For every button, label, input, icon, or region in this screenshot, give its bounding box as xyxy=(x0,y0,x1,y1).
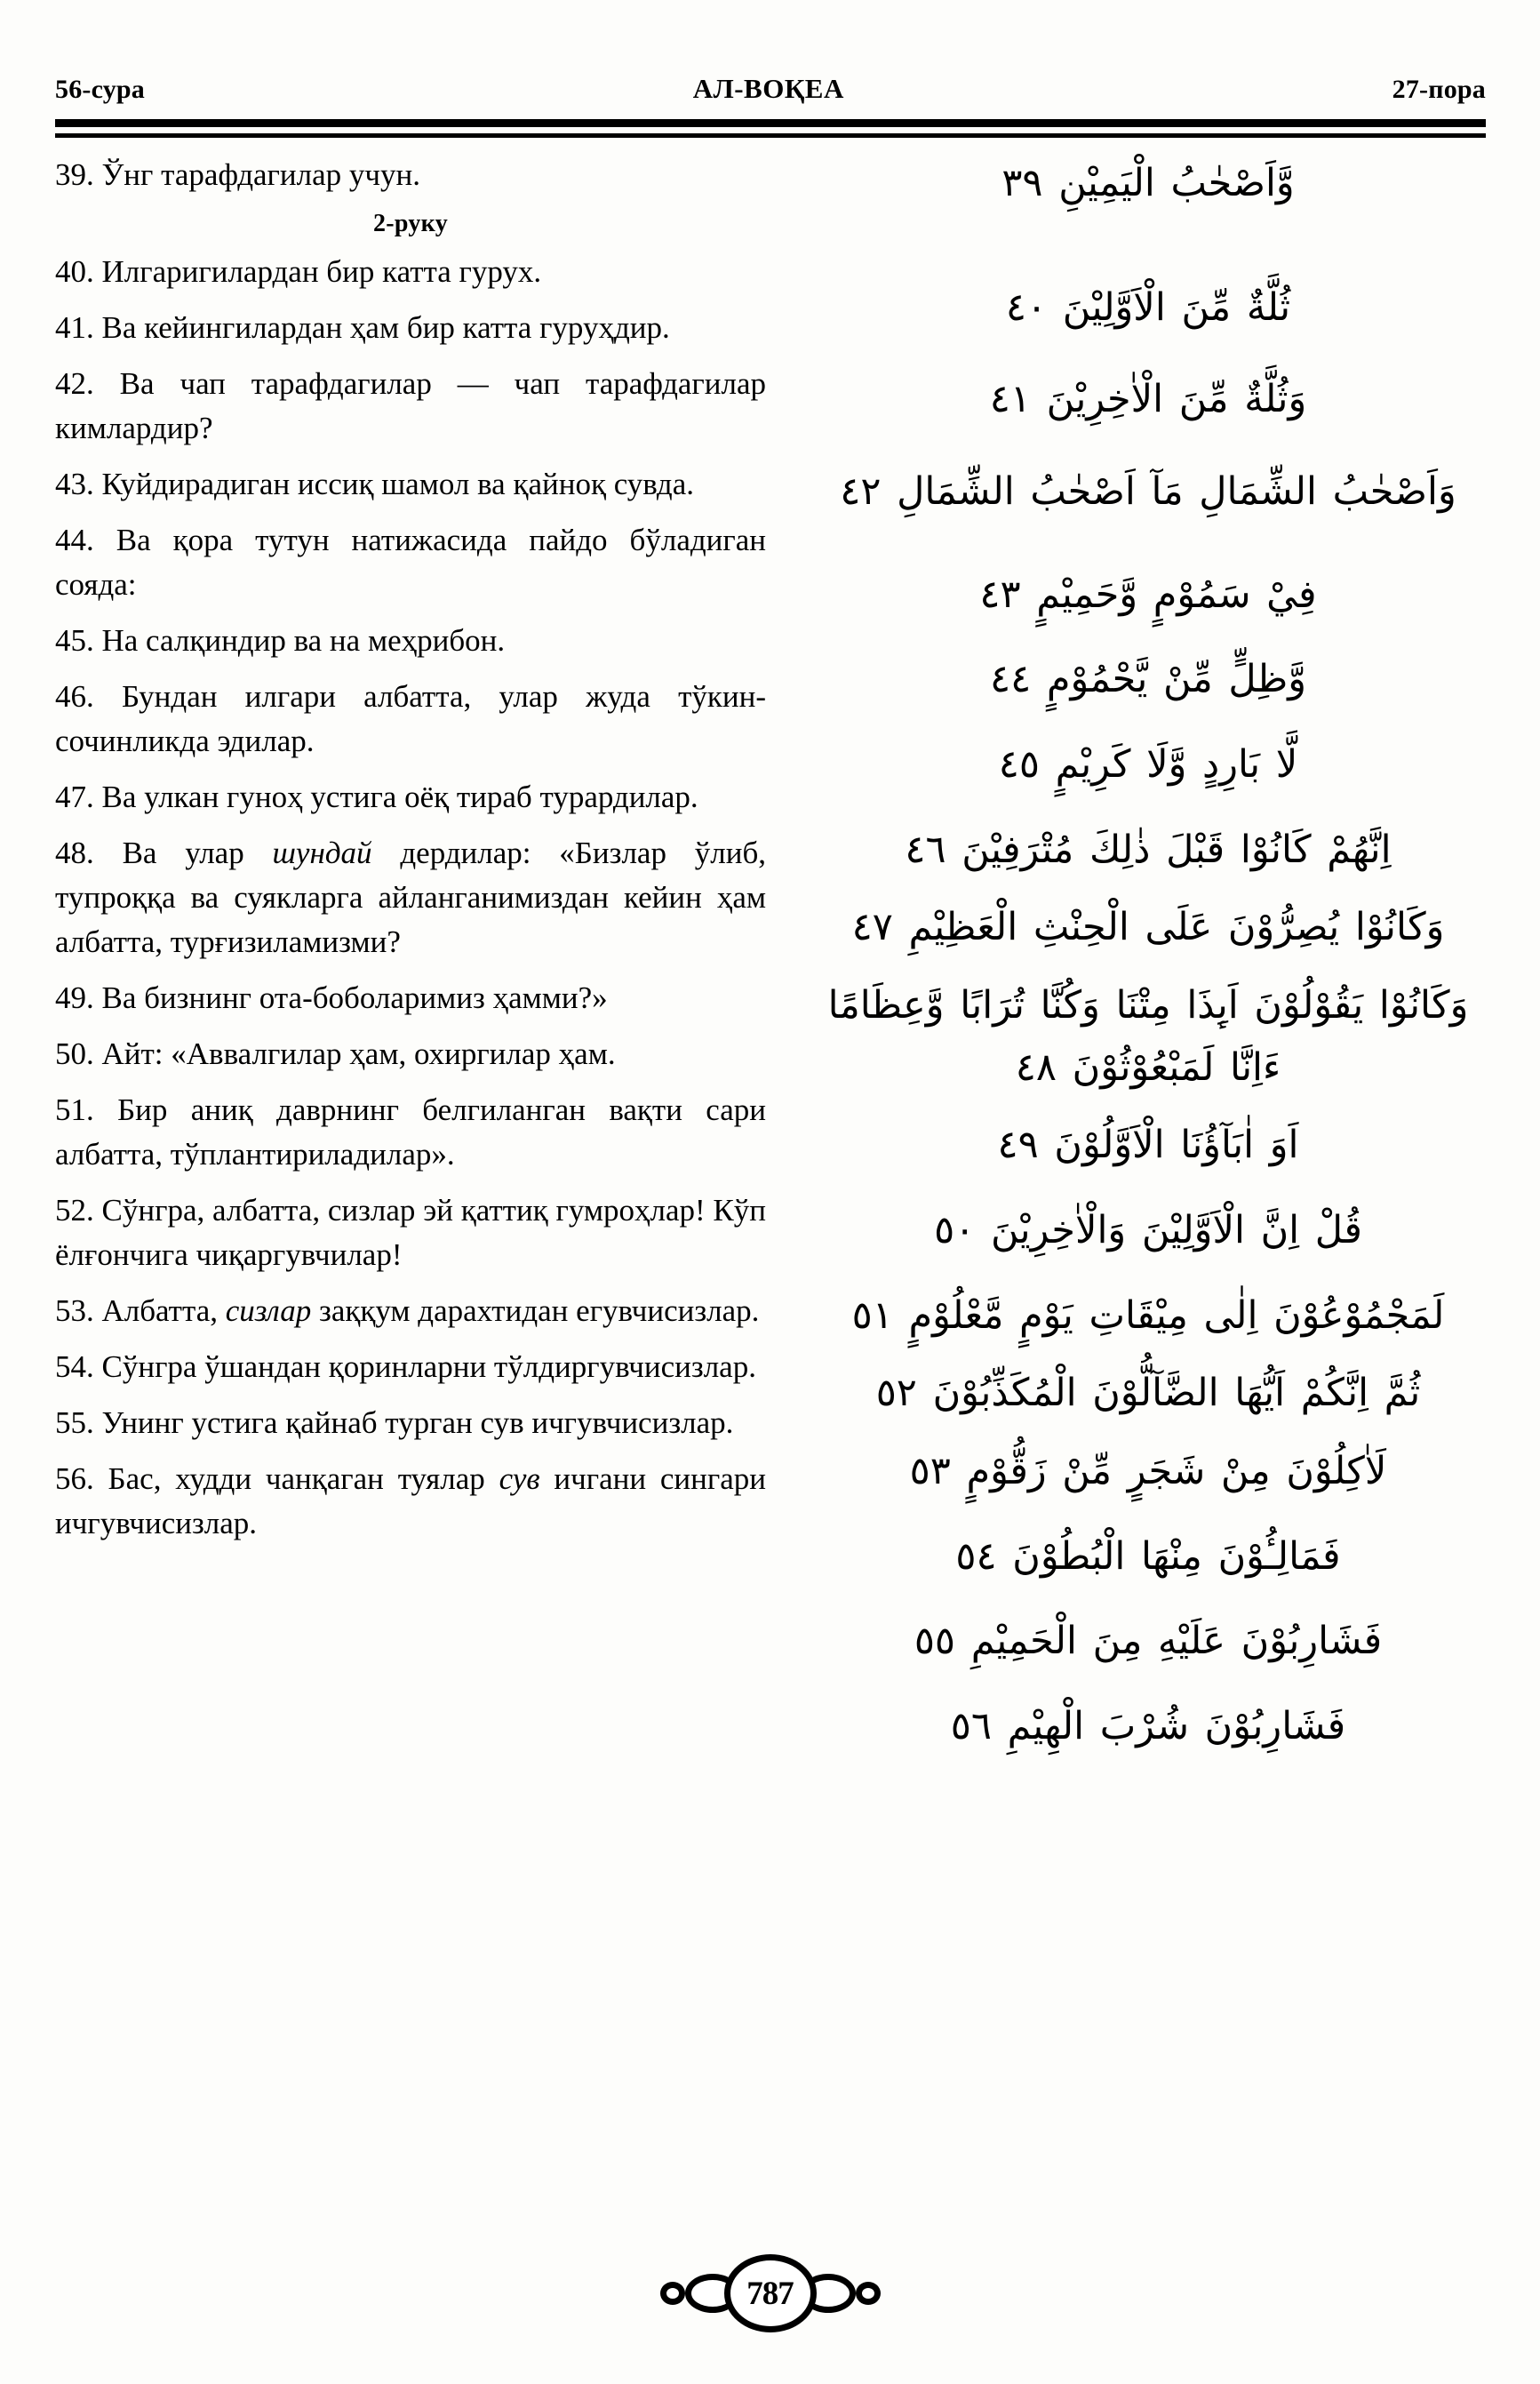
verse-text: На салқиндир ва на меҳрибон. xyxy=(101,623,506,658)
verse-number: 53. xyxy=(55,1293,94,1328)
verse-54 xyxy=(55,1345,766,1389)
verse-number: 49. xyxy=(55,980,94,1015)
page-number-cartouche-ornament xyxy=(655,2252,886,2334)
arabic-verse-marker: ٤٥ xyxy=(998,741,1040,787)
arabic-verse-marker: ٤٢ xyxy=(840,468,882,514)
header-rule-thick xyxy=(55,119,1486,127)
arabic-text: فَشَارِبُوْنَ شُرْبَ الْهِيْمِ xyxy=(1007,1703,1346,1748)
running-header xyxy=(55,64,1486,114)
ruku-heading: 2-руку xyxy=(372,210,449,237)
verse-53 xyxy=(55,1289,766,1333)
verse-text: Бир аниқ даврнинг белгиланган вақти сари албатта, тўплантириладилар». xyxy=(55,1092,766,1172)
arabic-verse-marker: ٥٠ xyxy=(934,1207,976,1252)
arabic-verse-42 xyxy=(810,461,1486,524)
arabic-verse-marker: ٤٨ xyxy=(1015,1044,1057,1090)
verse-52 xyxy=(55,1188,766,1277)
arabic-verse-marker: ٥٥ xyxy=(914,1619,956,1664)
verse-text: Сўнгра ўшандан қоринларни тўлдиргувчисизлар. xyxy=(101,1349,756,1384)
arabic-verse-marker: ٥١ xyxy=(851,1292,893,1338)
verse-44 xyxy=(55,518,766,607)
arabic-verse-48 xyxy=(810,975,1486,1099)
page-body xyxy=(55,153,1486,2180)
arabic-text: وَّاَصْحٰبُ الْيَمِيْنِ xyxy=(1058,161,1295,205)
arabic-text: وَثُلَّةٌ مِّنَ الْاٰخِرِيْنَ xyxy=(1046,377,1307,422)
verse-text: Ўнг тарафдагилар учун. xyxy=(101,157,420,192)
arabic-verse-marker: ٤٠ xyxy=(1005,284,1048,330)
verse-text: дердилар: «Бизлар ўлиб, тупроққа ва суякларга айланганимиздан кейин ҳам албатта, турғизиламизми? xyxy=(55,836,767,959)
verse-number: 45. xyxy=(55,623,94,658)
verse-text: Илгаригилардан бир катта гурух. xyxy=(101,254,542,289)
arabic-verse-marker: ٤٣ xyxy=(979,572,1021,617)
verse-number: 41. xyxy=(55,310,94,345)
arabic-text: فَمَالِـُٔوْنَ مِنْهَا الْبُطُوْنَ xyxy=(1012,1533,1341,1579)
arabic-text: لَاٰكِلُوْنَ مِنْ شَجَرٍ مِّنْ زَقُّوْمٍ xyxy=(966,1448,1387,1493)
arabic-verse-54 xyxy=(810,1526,1486,1588)
arabic-verse-47 xyxy=(810,897,1486,959)
arabic-text: فِيْ سَمُوْمٍ وَّحَمِيْمٍ xyxy=(1036,572,1317,617)
verse-text: Бундан илгари албатта, улар жуда тўкин-сочинликда эдилар. xyxy=(55,679,767,758)
verse-number: 42. xyxy=(55,366,94,401)
verse-text: Ва қора тутун натижасида пайдо бўладиган сояда: xyxy=(55,523,767,602)
arabic-text: قُلْ اِنَّ الْاَوَّلِيْنَ وَالْاٰخِرِيْنَ xyxy=(990,1207,1362,1252)
verse-number: 54. xyxy=(55,1349,94,1384)
verse-text: Ва кейингилардан ҳам бир катта гуруҳдир. xyxy=(101,310,670,345)
arabic-verse-39 xyxy=(810,153,1486,215)
verse-text: Унинг устига қайнаб турган сув ичгувчисизлар. xyxy=(101,1405,734,1440)
arabic-verse-41 xyxy=(810,369,1486,431)
arabic-text: ثُلَّةٌ مِّنَ الْاَوَّلِيْنَ xyxy=(1062,284,1291,330)
page-footer xyxy=(0,2240,1540,2347)
arabic-verse-marker: ٤٦ xyxy=(905,827,946,872)
cartouche-tip-left xyxy=(660,2282,685,2305)
header-sura-title: АЛ-ВОҚЕА xyxy=(692,73,844,104)
verse-text-pre: Бас, худди чанқаган туялар xyxy=(108,1461,499,1496)
arabic-text: فَشَارِبُوْنَ عَلَيْهِ مِنَ الْحَمِيْمِ xyxy=(970,1619,1383,1664)
arabic-verse-marker: ٤١ xyxy=(989,377,1031,422)
arabic-verse-46 xyxy=(810,820,1486,882)
verse-49 xyxy=(55,976,766,1020)
arabic-text: وَّظِلٍّ مِّنْ يَّحْمُوْمٍ xyxy=(1046,657,1306,702)
arabic-verse-marker: ٥٢ xyxy=(875,1371,917,1416)
translation-column xyxy=(55,153,766,1557)
arabic-text: لَّا بَارِدٍ وَّلَا كَرِيْمٍ xyxy=(1055,741,1298,787)
arabic-verse-marker: ٥٦ xyxy=(950,1703,992,1748)
verse-number: 46. xyxy=(55,679,94,714)
verse-text: Ва улкан гуноҳ устига оёқ тираб турардилар. xyxy=(101,780,698,814)
arabic-column xyxy=(810,153,1486,1768)
verse-41 xyxy=(55,306,766,350)
arabic-text: اِنَّهُمْ كَانُوْا قَبْلَ ذٰلِكَ مُتْرَفِيْنَ xyxy=(962,827,1392,872)
verse-text-pre: Албатта, xyxy=(101,1293,226,1328)
arabic-text: ثُمَّ اِنَّكُمْ اَيُّهَا الضَّآلُّوْنَ الْمُكَذِّبُوْنَ xyxy=(932,1371,1421,1416)
verse-number: 47. xyxy=(55,780,94,814)
header-rule-thin xyxy=(55,133,1486,138)
arabic-text: وَكَانُوْا يَقُوْلُوْنَ اَىِٕذَا مِتْنَا وَكُنَّا تُرَابًا وَّعِظَامًا ءَاِنَّا لَمَبْعُوْثُوْنَ xyxy=(827,982,1469,1090)
verse-number: 44. xyxy=(55,523,94,557)
verse-text: заққум дарахтидан егувчисизлар. xyxy=(311,1293,760,1328)
verse-number: 39. xyxy=(55,157,94,192)
arabic-verse-marker: ٤٩ xyxy=(997,1123,1039,1168)
arabic-text: وَكَانُوْا يُصِرُّوْنَ عَلَى الْحِنْثِ الْعَظِيْمِ xyxy=(908,905,1445,950)
verse-39 xyxy=(55,153,766,197)
page-number: 787 xyxy=(746,2275,794,2312)
arabic-verse-51 xyxy=(810,1285,1486,1348)
verse-text: Ва бизнинг ота-боболаримиз ҳамми?» xyxy=(101,980,608,1015)
verse-text: ичгани сингари ичгувчисизлар. xyxy=(55,1461,766,1540)
arabic-text: وَاَصْحٰبُ الشِّمَالِ مَآ اَصْحٰبُ الشِّمَالِ xyxy=(897,468,1456,514)
verse-text-pre: Ва улар xyxy=(122,836,273,870)
header-juz-label: 27-пора xyxy=(1392,75,1486,104)
cartouche-tip-right xyxy=(856,2282,881,2305)
verse-40 xyxy=(55,250,766,294)
verse-42 xyxy=(55,362,766,451)
verse-50 xyxy=(55,1032,766,1076)
arabic-text: اَوَ اٰبَآؤُنَا الْاَوَّلُوْنَ xyxy=(1054,1123,1299,1168)
verse-text: Сўнгра, албатта, сизлар эй қаттиқ гумроҳлар! Кўп ёлғончига чиқаргувчилар! xyxy=(55,1193,767,1272)
verse-56 xyxy=(55,1457,766,1546)
arabic-verse-43 xyxy=(810,564,1486,627)
arabic-verse-45 xyxy=(810,734,1486,796)
arabic-verse-53 xyxy=(810,1441,1486,1503)
arabic-verse-40 xyxy=(810,277,1486,340)
arabic-verse-55 xyxy=(810,1611,1486,1673)
verse-text: Куйдирадиган иссиқ шамол ва қайноқ сувда. xyxy=(101,467,695,501)
verse-45 xyxy=(55,619,766,663)
verse-number: 55. xyxy=(55,1405,94,1440)
verse-47 xyxy=(55,775,766,820)
verse-number: 51. xyxy=(55,1092,94,1127)
arabic-verse-marker: ٣٩ xyxy=(1001,161,1043,205)
verse-emphasis: сизлар xyxy=(225,1293,312,1328)
arabic-verse-marker: ٤٤ xyxy=(990,657,1032,702)
verse-text: Айт: «Аввалгилар ҳам, охиргилар ҳам. xyxy=(101,1036,616,1071)
verse-number: 50. xyxy=(55,1036,94,1071)
arabic-verse-49 xyxy=(810,1115,1486,1177)
verse-number: 52. xyxy=(55,1193,94,1228)
arabic-verse-44 xyxy=(810,649,1486,711)
verse-number: 56. xyxy=(55,1461,94,1496)
verse-55 xyxy=(55,1401,766,1445)
arabic-text: لَمَجْمُوْعُوْنَ اِلٰى مِيْقَاتِ يَوْمٍ مَّعْلُوْمٍ xyxy=(908,1292,1445,1338)
verse-48 xyxy=(55,831,766,964)
verse-number: 48. xyxy=(55,836,94,870)
verse-number: 43. xyxy=(55,467,94,501)
arabic-verse-marker: ٥٣ xyxy=(909,1448,951,1493)
verse-text: Ва чап тарафдагилар — чап тарафдагилар кимлардир? xyxy=(55,366,767,445)
verse-emphasis: сув xyxy=(499,1461,540,1496)
header-sura-label: 56-сура xyxy=(55,75,145,104)
verse-emphasis: шундай xyxy=(272,836,372,870)
verse-51 xyxy=(55,1088,766,1177)
arabic-verse-marker: ٤٧ xyxy=(851,905,893,950)
verse-43 xyxy=(55,462,766,507)
arabic-verse-56 xyxy=(810,1696,1486,1758)
verse-number: 40. xyxy=(55,254,94,289)
verse-46 xyxy=(55,675,766,764)
arabic-verse-50 xyxy=(810,1200,1486,1262)
arabic-verse-52 xyxy=(810,1363,1486,1425)
arabic-verse-marker: ٥٤ xyxy=(955,1533,997,1579)
